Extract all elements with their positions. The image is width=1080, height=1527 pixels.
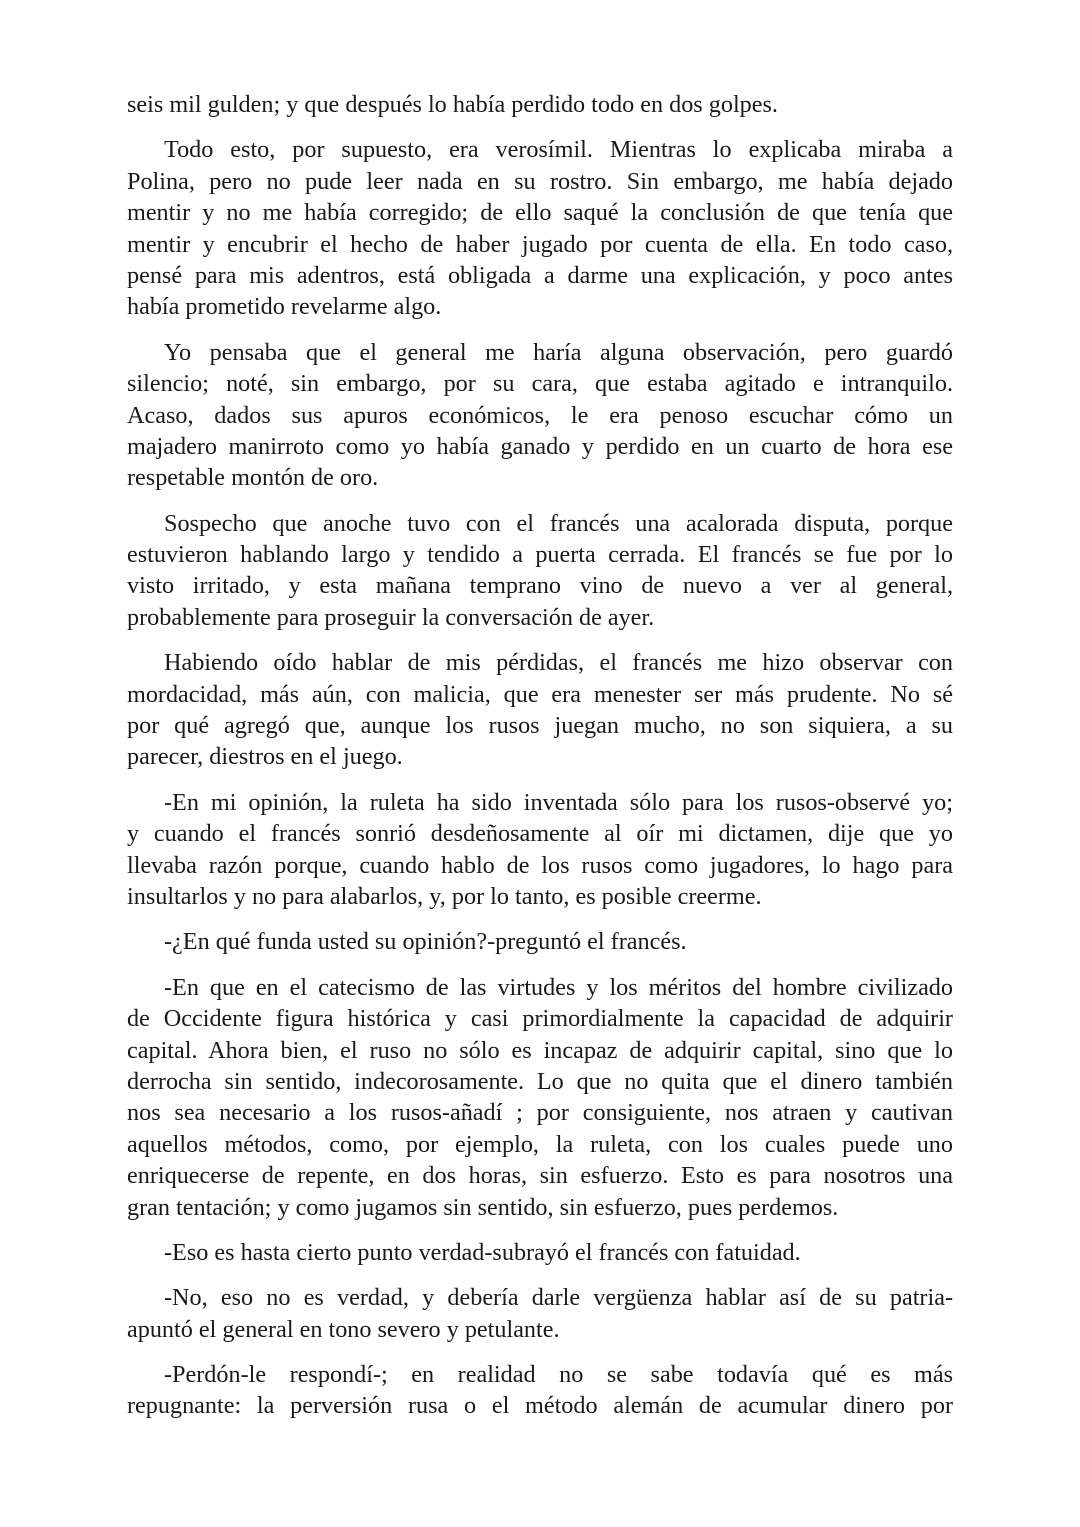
paragraph xyxy=(127,647,953,773)
paragraph xyxy=(127,508,953,634)
text-line: aquellos métodos, como, por ejemplo, la ruleta, con los cuales puede uno xyxy=(127,1130,953,1158)
text-line: apuntó el general en tono severo y petulante. xyxy=(127,1315,560,1343)
paragraph xyxy=(127,972,953,1223)
text-line: estuvieron hablando largo y tendido a puerta cerrada. El francés se fue por lo xyxy=(127,541,953,569)
text-line: Habiendo oído hablar de mis pérdidas, el francés me hizo observar con xyxy=(164,649,953,677)
text-line: repugnante: la perversión rusa o el método alemán de acumular dinero por xyxy=(127,1392,953,1420)
text-line: Todo esto, por supuesto, era verosímil. Mientras lo explicaba miraba a xyxy=(164,136,953,164)
text-line: probablemente para proseguir la conversación de ayer. xyxy=(127,603,655,631)
text-line: mentir y encubrir el hecho de haber jugado por cuenta de ella. En todo caso, xyxy=(127,230,953,258)
text-line: -Eso es hasta cierto punto verdad-subrayó el francés con fatuidad. xyxy=(164,1238,801,1266)
text-line: nos sea necesario a los rusos-añadí ; por consiguiente, nos atraen y cautivan xyxy=(127,1099,953,1127)
text-line: de Occidente figura histórica y casi primordialmente la capacidad de adquirir xyxy=(127,1005,953,1033)
paragraph xyxy=(127,337,953,494)
text-line: -No, eso no es verdad, y debería darle vergüenza hablar así de su patria- xyxy=(164,1284,953,1312)
text-line: -En que en el catecismo de las virtudes y los méritos del hombre civilizado xyxy=(164,973,953,1001)
text-line: Yo pensaba que el general me haría alguna observación, pero guardó xyxy=(164,338,953,366)
text-line: respetable montón de oro. xyxy=(127,464,379,492)
text-line: -En mi opinión, la ruleta ha sido inventada sólo para los rusos-observé yo; xyxy=(164,788,953,816)
text-line: silencio; noté, sin embargo, por su cara, que estaba agitado e intranquilo. xyxy=(127,370,953,398)
text-line: mordacidad, más aún, con malicia, que era menester ser más prudente. No sé xyxy=(127,680,953,708)
paragraph xyxy=(127,926,953,957)
text-line: Polina, pero no pude leer nada en su rostro. Sin embargo, me había dejado xyxy=(127,167,953,195)
text-line: llevaba razón porque, cuando hablo de los rusos como jugadores, lo hago para xyxy=(127,851,953,879)
text-line: majadero manirroto como yo había ganado y perdido en un cuarto de hora ese xyxy=(127,432,953,460)
text-line: gran tentación; y como jugamos sin sentido, sin esfuerzo, pues perdemos. xyxy=(127,1193,839,1221)
text-line: Acaso, dados sus apuros económicos, le era penoso escuchar cómo un xyxy=(127,401,953,429)
text-line: había prometido revelarme algo. xyxy=(127,293,442,321)
text-line: pensé para mis adentros, está obligada a darme una explicación, y poco antes xyxy=(127,261,953,289)
document-page xyxy=(127,89,953,1436)
text-line: capital. Ahora bien, el ruso no sólo es incapaz de adquirir capital, sino que lo xyxy=(127,1036,953,1064)
text-line: enriquecerse de repente, en dos horas, sin esfuerzo. Esto es para nosotros una xyxy=(127,1162,953,1190)
text-line: parecer, diestros en el juego. xyxy=(127,743,403,771)
paragraph xyxy=(127,1282,953,1345)
text-line: visto irritado, y esta mañana temprano vino de nuevo a ver al general, xyxy=(127,572,953,600)
text-line: mentir y no me había corregido; de ello saqué la conclusión de que tenía que xyxy=(127,199,953,227)
paragraph xyxy=(127,134,953,322)
text-line: derrocha sin sentido, indecorosamente. Lo que no quita que el dinero también xyxy=(127,1067,953,1095)
paragraph xyxy=(127,89,953,120)
paragraph xyxy=(127,1359,953,1422)
text-line: -¿En qué funda usted su opinión?-preguntó el francés. xyxy=(164,928,687,956)
text-line: -Perdón-le respondí-; en realidad no se sabe todavía qué es más xyxy=(164,1361,953,1389)
text-line: insultarlos y no para alabarlos, y, por lo tanto, es posible creerme. xyxy=(127,882,762,910)
text-line: Sospecho que anoche tuvo con el francés una acalorada disputa, porque xyxy=(164,509,953,537)
paragraph xyxy=(127,787,953,913)
text-line: por qué agregó que, aunque los rusos juegan mucho, no son siquiera, a su xyxy=(127,712,953,740)
text-line: seis mil gulden; y que después lo había perdido todo en dos golpes. xyxy=(127,91,778,118)
paragraph xyxy=(127,1237,953,1268)
text-line: y cuando el francés sonrió desdeñosamente al oír mi dictamen, dije que yo xyxy=(127,820,953,848)
